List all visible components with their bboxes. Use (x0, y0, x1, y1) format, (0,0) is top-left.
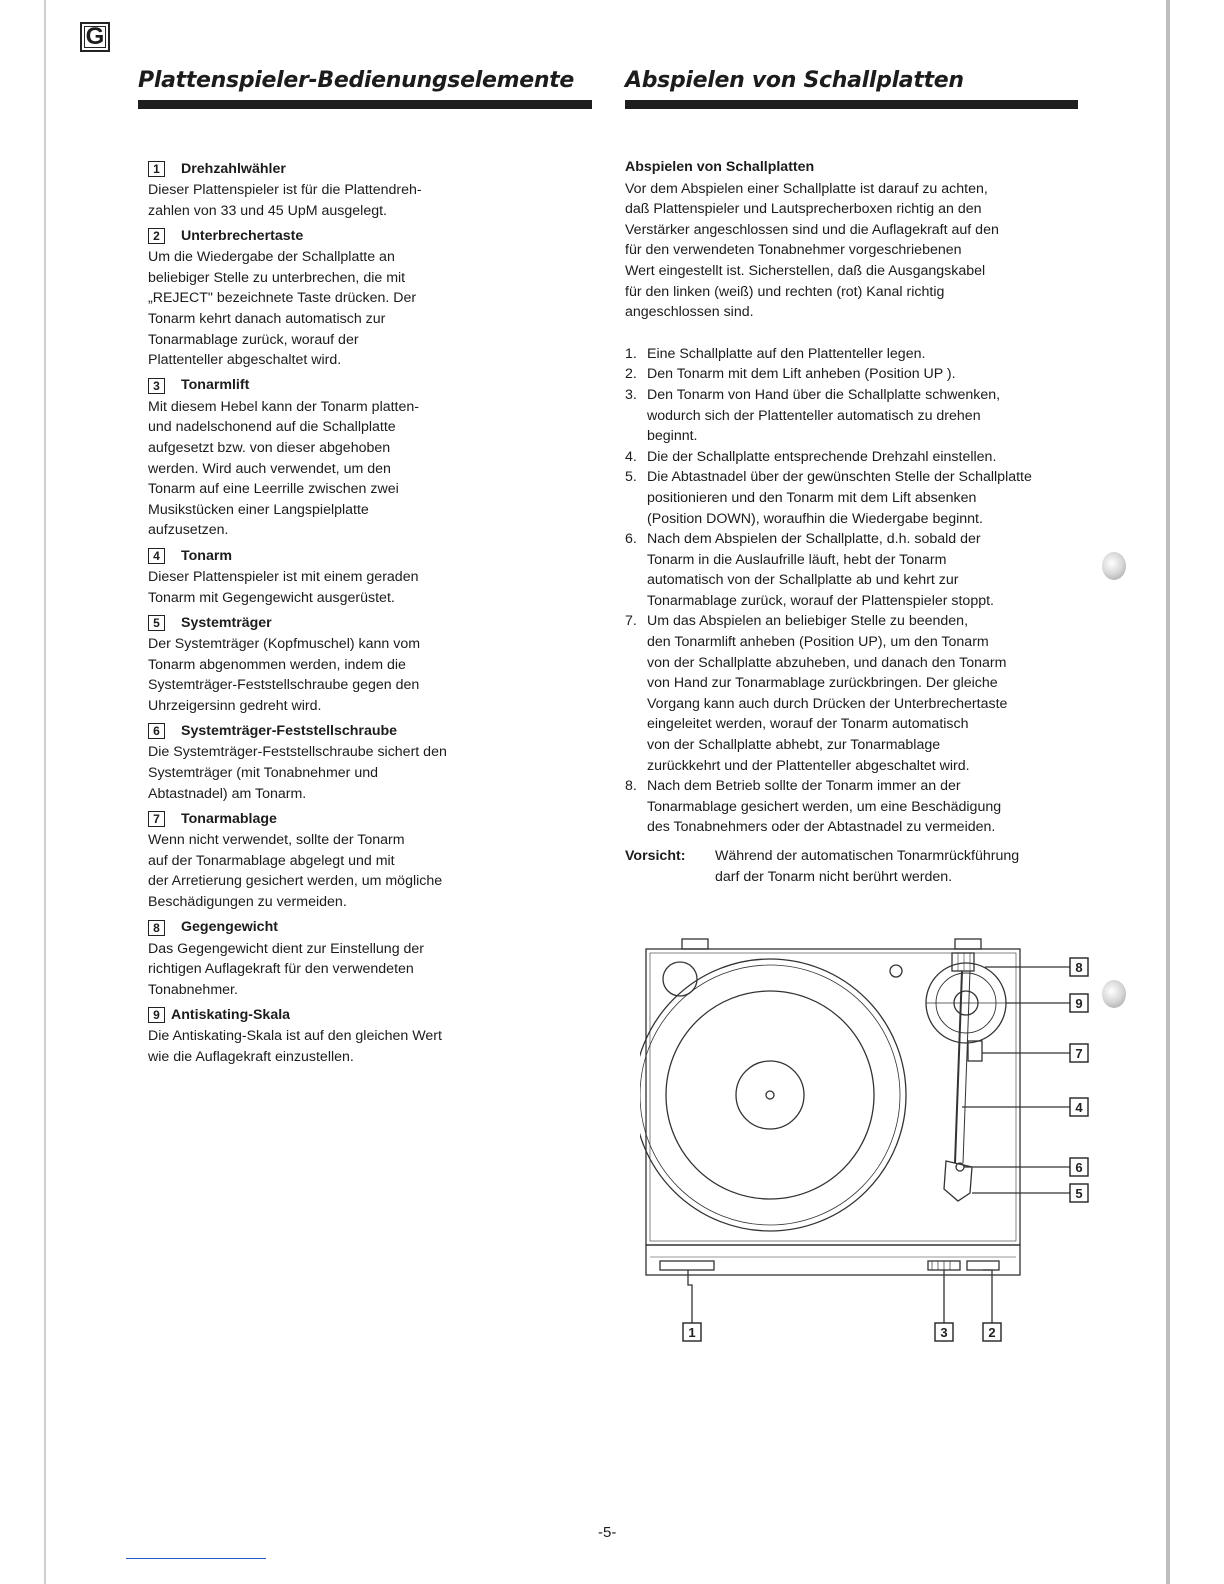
record-label (736, 1061, 804, 1129)
spindle (766, 1091, 774, 1099)
callout-1 (683, 1323, 701, 1341)
control-item (148, 917, 518, 1001)
step-text: Nach dem Betrieb sollte der Tonarm immer an der Tonarmablage gesichert werden, um eine Beschädigung des Tonabnehmers oder der Abtastnadel zu vermeiden. (647, 778, 1002, 836)
control-label: Unterbrechertaste (181, 227, 304, 244)
language-badge: G (80, 22, 110, 52)
right-title-rule (625, 100, 1078, 109)
binder-hole-mark (1102, 980, 1126, 1008)
callout-5 (1070, 1184, 1088, 1202)
playing-instructions (625, 157, 1135, 887)
control-item (148, 808, 518, 912)
reject-button (967, 1261, 999, 1270)
caution-text: Während der automatischen Tonarmrückführung darf der Tonarm nicht berührt werden. (715, 848, 1020, 885)
control-item (148, 612, 518, 716)
step-number: 8. (625, 778, 637, 795)
callout-number: 1 (148, 161, 165, 177)
callout-number: 7 (148, 811, 165, 827)
callout-8 (1070, 958, 1088, 976)
step-item (625, 776, 1135, 838)
callout-9 (1070, 994, 1088, 1012)
svg-text:5: 5 (1075, 1186, 1083, 1201)
controls-list (148, 158, 518, 1072)
record (666, 991, 874, 1199)
step-item (625, 467, 1135, 529)
hinge-right (955, 939, 981, 949)
step-item (625, 364, 1135, 385)
control-description: Dieser Plattenspieler ist mit einem geraden Tonarm mit Gegengewicht ausgerüstet. (148, 568, 419, 606)
control-item (148, 545, 518, 608)
callout-4 (1070, 1098, 1088, 1116)
callout-7 (1070, 1044, 1088, 1062)
control-item (148, 1004, 518, 1067)
callout-3 (935, 1323, 953, 1341)
control-item (148, 375, 518, 541)
step-text: Den Tonarm mit dem Lift anheben (Position UP ). (647, 366, 956, 383)
callout-number: 9 (148, 1007, 165, 1023)
control-label: Tonarmablage (181, 810, 277, 827)
step-text: Nach dem Abspielen der Schallplatte, d.h. sobald der Tonarm in die Auslaufrille läuft, hebt der Tonarm automatisch von der Schallplatte ab und kehrt zur Tonarmablage zurück, worauf der Plattenspieler stoppt. (647, 531, 994, 609)
svg-text:4: 4 (1075, 1100, 1083, 1115)
turntable-diagram (640, 935, 1100, 1355)
tonearm (955, 971, 962, 1163)
callout-6 (1070, 1158, 1088, 1176)
control-item (148, 158, 518, 221)
step-number: 7. (625, 613, 637, 630)
caution-note (625, 846, 1135, 887)
control-label: Tonarmlift (181, 377, 250, 394)
caution-label: Vorsicht: (625, 848, 686, 864)
svg-text:8: 8 (1075, 960, 1083, 975)
control-item (148, 225, 518, 371)
control-description: Wenn nicht verwendet, sollte der Tonarm auf der Tonarmablage abgelegt und mit der Arretierung gesichert werden, um mögliche Beschädigungen zu vermeiden. (148, 832, 443, 911)
control-label: Gegengewicht (181, 919, 278, 936)
svg-text:6: 6 (1075, 1160, 1083, 1175)
callout-number: 4 (148, 548, 165, 564)
step-item (625, 447, 1135, 468)
svg-text:9: 9 (1075, 996, 1083, 1011)
left-title-rule (138, 100, 592, 109)
speed-selector (660, 1261, 714, 1270)
control-description: Um die Wiedergabe der Schallplatte an beliebiger Stelle zu unterbrechen, die mit „REJECT" bezeichnete Taste drücken. Der Tonarm kehrt danach automatisch zur Tonarmablage zurück, worauf der Plattenteller abgeschaltet wird. (148, 249, 417, 369)
callout-number: 5 (148, 615, 165, 631)
step-number: 2. (625, 366, 637, 383)
callout-number: 2 (148, 228, 165, 244)
steps-list (625, 344, 1135, 838)
svg-text:3: 3 (940, 1325, 948, 1340)
platter (640, 959, 906, 1231)
control-label: Tonarm (181, 547, 232, 564)
instructions-intro: Vor dem Abspielen einer Schallplatte ist darauf zu achten, daß Plattenspieler und Lautsprecherboxen richtig an den Verstärker angeschlossen sind und die Auflagekraft auf den für den verwendeten Tonabnehmer vorgeschriebenen Wert eingestellt ist. Sicherstellen, daß die Ausgangskabel für den linken (weiß) und rechten (rot) Kanal richtig angeschlossen sind. (625, 180, 999, 321)
control-label: Systemträger-Feststellschraube (181, 723, 398, 740)
page-number: -5- (598, 1524, 617, 1541)
step-item (625, 385, 1135, 447)
callout-number: 3 (148, 378, 165, 394)
control-label: Drehzahlwähler (181, 160, 286, 177)
footer-link-underline (126, 1558, 266, 1559)
step-number: 3. (625, 386, 637, 403)
step-text: Um das Abspielen an beliebiger Stelle zu beenden, den Tonarmlift anheben (Position UP), um den Tonarm von der Schallplatte abzuheben, und danach den Tonarm von Hand zur Tonarmablage zurückbringen. Der gleiche Vorgang kann auch durch Drücken der Unterbrechertaste eingeleitet werden, worauf der Tonarm automatisch von der Schallplatte abhebt, zur Tonarmablage zurückkehrt und der Plattenteller abgeschaltet wird. (647, 613, 1008, 774)
page-edge-left (44, 0, 46, 1584)
step-item (625, 529, 1135, 611)
control-description: Dieser Plattenspieler ist für die Plattendreh- zahlen von 33 und 45 UpM ausgelegt. (148, 182, 422, 219)
svg-text:7: 7 (1075, 1046, 1083, 1061)
step-item (625, 344, 1135, 365)
control-description: Mit diesem Hebel kann der Tonarm platten- und nadelschonend auf die Schallplatte aufgesetzt bzw. von dieser abgehoben werden. Wird auch verwendet, um den Tonarm auf eine Leerrille zwischen zwei Musikstücken einer Langspielplatte aufzusetzen. (148, 398, 420, 539)
control-description: Das Gegengewicht dient zur Einstellung der richtigen Auflagekraft für den verwendeten Tonabnehmer. (148, 940, 425, 998)
left-section-title: Plattenspieler-Bedienungselemente (138, 68, 575, 93)
step-item (625, 611, 1135, 776)
hinge-left (682, 939, 708, 949)
control-label: Antiskating-Skala (171, 1007, 291, 1024)
callout-number: 6 (148, 723, 165, 739)
step-text: Die der Schallplatte entsprechende Drehzahl einstellen. (647, 448, 997, 465)
control-item (148, 720, 518, 804)
step-text: Den Tonarm von Hand über die Schallplatte schwenken, wodurch sich der Plattenteller automatisch zu drehen beginnt. (647, 386, 1001, 445)
svg-text:1: 1 (688, 1325, 696, 1340)
step-number: 4. (625, 448, 637, 465)
callout-2 (983, 1323, 1001, 1341)
step-number: 6. (625, 531, 637, 548)
step-text: Die Abtastnadel über der gewünschten Stelle der Schallplatte positionieren und den Tonarm mit dem Lift absenken (Position DOWN), woraufhin die Wiedergabe beginnt. (647, 469, 1032, 527)
knob (890, 965, 902, 977)
callout-number: 8 (148, 920, 165, 936)
step-text: Eine Schallplatte auf den Plattenteller legen. (647, 345, 926, 362)
arm-rest (968, 1041, 982, 1061)
control-label: Systemträger (181, 614, 272, 631)
binder-hole-mark (1102, 552, 1126, 580)
right-section-title: Abspielen von Schallplatten (625, 68, 964, 93)
plinth (646, 949, 1020, 1245)
control-description: Die Systemträger-Feststellschraube sichert den Systemträger (mit Tonabnehmer und Abtastnadel) am Tonarm. (148, 744, 447, 802)
step-number: 1. (625, 345, 637, 362)
svg-text:2: 2 (988, 1325, 996, 1340)
instructions-subtitle: Abspielen von Schallplatten (625, 159, 815, 175)
counterweight (952, 953, 974, 971)
step-number: 5. (625, 469, 637, 486)
control-description: Die Antiskating-Skala ist auf den gleichen Wert wie die Auflagekraft einzustellen. (148, 1028, 442, 1065)
control-description: Der Systemträger (Kopfmuschel) kann vom Tonarm abgenommen werden, indem die Systemträger-Feststellschraube gegen den Uhrzeigersinn gedreht wird. (148, 636, 421, 714)
page-edge-right (1166, 0, 1170, 1584)
